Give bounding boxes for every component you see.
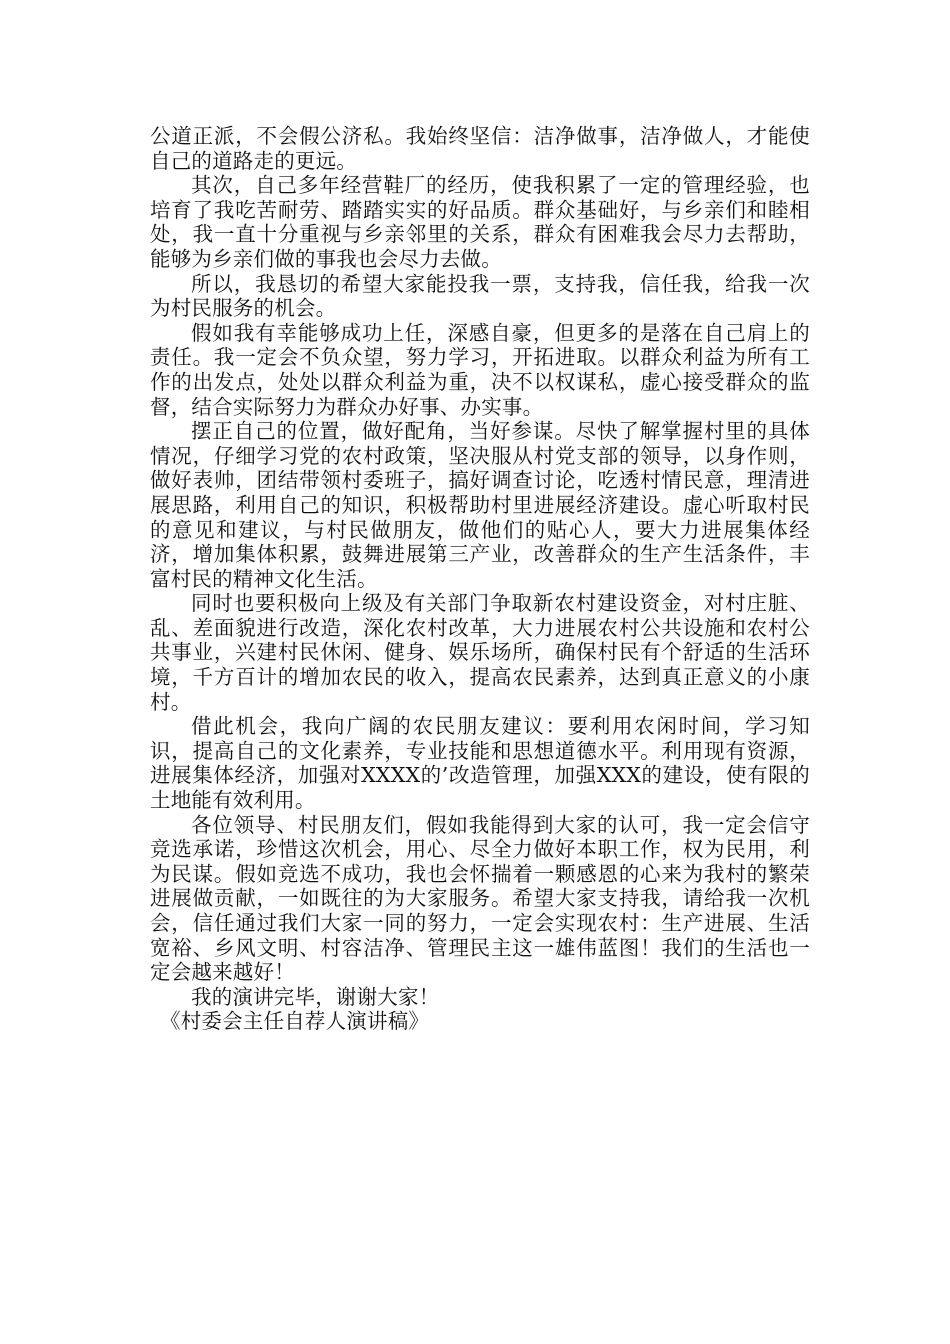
- paragraph-responsibility: 假如我有幸能够成功上任，深感自豪，但更多的是落在自己肩上的责任。我一定会不负众望，努力学习，开拓进取。以群众利益为所有工作的出发点，处处以群众利益为重，决不以权谋私，虚心接受群众的监督，结合实际努力为群众办好事、办实事。: [150, 320, 810, 419]
- document-body: [150, 124, 810, 1034]
- paragraph-vote-request: 所以，我恳切的希望大家能投我一票，支持我，信任我，给我一次为村民服务的机会。: [150, 271, 810, 321]
- paragraph-continuation: 公道正派，不会假公济私。我始终坚信：洁净做事，洁净做人，才能使自己的道路走的更远。: [150, 124, 810, 173]
- paragraph-experience: 其次，自己多年经营鞋厂的经历，使我积累了一定的管理经验，也培育了我吃苦耐劳、踏踏实实的好品质。群众基础好，与乡亲们和睦相处，我一直十分重视与乡亲邻里的关系，群众有困难我会尽力去帮助，能够为乡亲们做的事我也会尽力去做。: [150, 173, 810, 271]
- paragraph-funding: 同时也要积极向上级及有关部门争取新农村建设资金，对村庄脏、乱、差面貌进行改造，深化农村改革，大力进展农村公共设施和农村公共事业，兴建村民休闲、健身、娱乐场所，确保村民有个舒适的生活环境，千方百计的增加农民的收入，提高农民素养，达到真正意义的小康村。: [150, 591, 810, 714]
- paragraph-commitment: 各位领导、村民朋友们，假如我能得到大家的认可，我一定会信守竞选承诺，珍惜这次机会，用心、尽全力做好本职工作，权为民用，利为民谋。假如竞选不成功，我也会怀揣着一颗感恩的心来为我村的繁荣进展做贡献，一如既往的为大家服务。希望大家支持我，请给我一次机会，信任通过我们大家一同的努力，一定会实现农村：生产进展、生活宽裕、乡风文明、村容洁净、管理民主这一雄伟蓝图！我们的生活也一定会越来越好！: [150, 812, 810, 985]
- paragraph-closing: 我的演讲完毕，谢谢大家！: [191, 984, 440, 1009]
- document-title-line: 《村委会主任自荐人演讲稿》: [160, 1009, 430, 1034]
- paragraph-suggestion: 借此机会，我向广阔的农民朋友建议：要利用农闲时间，学习知识，提高自己的文化素养，专业技能和思想道德水平。利用现有资源，进展集体经济，加强对XXXX的’改造管理，加强XXX的建设，使有限的土地能有效利用。: [150, 714, 810, 813]
- paragraph-role: 摆正自己的位置，做好配角，当好参谋。尽快了解掌握村里的具体情况，仔细学习党的农村政策，坚决服从村党支部的领导，以身作则，做好表帅，团结带领村委班子，搞好调查讨论，吃透村情民意，理清进展思路，利用自己的知识，积极帮助村里进展经济建设。虚心听取村民的意见和建议，与村民做朋友，做他们的贴心人，要大力进展集体经济，增加集体积累，鼓舞进展第三产业，改善群众的生产生活条件，丰富村民的精神文化生活。: [150, 419, 810, 591]
